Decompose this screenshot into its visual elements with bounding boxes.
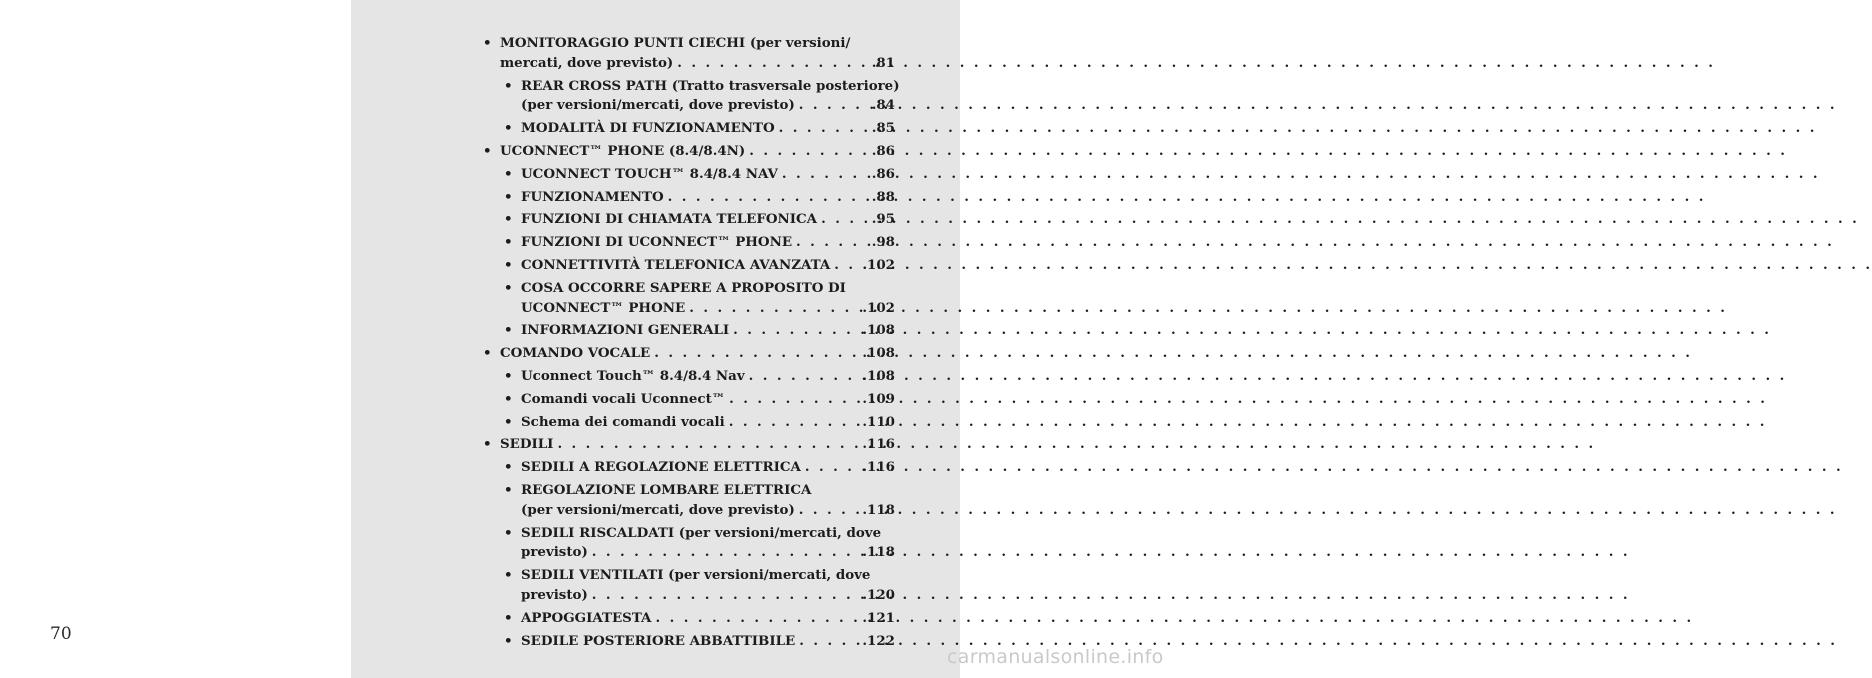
- toc-entry-line: [521, 256, 895, 276]
- toc-entry-line: [521, 299, 895, 319]
- bullet-icon: •: [483, 436, 492, 453]
- toc-page-ref: .86: [871, 165, 895, 182]
- dot-leader: [664, 188, 870, 208]
- table-of-contents: [481, 34, 900, 654]
- bullet-icon: •: [504, 524, 513, 541]
- dot-leader: [830, 256, 860, 276]
- bullet-icon: •: [504, 390, 513, 407]
- dot-leader: [745, 142, 869, 162]
- toc-entry-line: [521, 96, 895, 116]
- dot-leader: [685, 299, 860, 319]
- bullet-icon: •: [504, 165, 513, 182]
- dot-leader: [792, 233, 870, 253]
- dot-leader: [725, 413, 861, 433]
- toc-entry-title: UCONNECT TOUCH™ 8.4/8.4 NAV: [521, 165, 778, 182]
- toc-entry[interactable]: [481, 279, 895, 319]
- toc-entry-line: [521, 390, 895, 410]
- dot-leader: [795, 632, 860, 652]
- toc-entry-line: [521, 586, 895, 606]
- bullet-icon: •: [504, 211, 513, 228]
- toc-entry[interactable]: [481, 344, 895, 364]
- toc-entry-line: [521, 210, 895, 230]
- toc-entry-title: SEDILE POSTERIORE ABBATTIBILE: [521, 632, 796, 649]
- dot-leader: [553, 435, 860, 455]
- toc-entry-title: COMANDO VOCALE: [500, 345, 651, 362]
- toc-page-ref: .122: [862, 632, 895, 649]
- toc-entry[interactable]: [481, 77, 900, 117]
- dot-leader: [729, 321, 860, 341]
- toc-entry-title: Schema dei comandi vocali: [521, 413, 725, 430]
- toc-page-ref: .85: [871, 120, 895, 137]
- toc-page-ref: .116: [862, 436, 895, 453]
- toc-entry[interactable]: [481, 119, 895, 139]
- bullet-icon: •: [483, 35, 492, 51]
- toc-entry[interactable]: [481, 435, 895, 455]
- right-page: [351, 0, 1164, 678]
- toc-entry-title: previsto): [521, 586, 588, 603]
- toc-entry-title: (per versioni/mercati, dove previsto): [521, 501, 795, 518]
- toc-entry[interactable]: [481, 481, 895, 521]
- toc-entry[interactable]: [481, 142, 895, 162]
- dot-leader: [588, 586, 861, 606]
- bullet-icon: •: [504, 120, 513, 137]
- toc-page-ref: .108: [862, 367, 895, 384]
- toc-entry-title: FUNZIONAMENTO: [521, 188, 664, 205]
- toc-entry[interactable]: [481, 367, 895, 387]
- bullet-icon: •: [504, 632, 513, 649]
- bullet-icon: •: [504, 256, 513, 273]
- toc-page-ref: .108: [862, 322, 895, 339]
- dot-leader: [795, 96, 870, 116]
- toc-page-ref: .84: [871, 97, 895, 114]
- toc-entry-title: COSA OCCORRE SAPERE A PROPOSITO DI: [521, 279, 846, 296]
- toc-page-ref: .108: [862, 345, 895, 362]
- toc-page-ref: .81: [871, 54, 895, 71]
- toc-entry-title: Comandi vocali Uconnect™: [521, 390, 726, 407]
- dot-leader: [725, 390, 860, 410]
- bullet-icon: •: [504, 77, 513, 94]
- toc-entry-line: [521, 458, 895, 478]
- toc-entry-line: [500, 435, 895, 455]
- toc-entry-line: [521, 165, 895, 185]
- dot-leader: [775, 119, 870, 139]
- toc-entry-line: [521, 233, 895, 253]
- toc-entry[interactable]: [481, 188, 895, 208]
- toc-entry-line: [521, 367, 895, 387]
- toc-page-ref: .121: [862, 609, 895, 626]
- watermark: carmanualsonline.info: [947, 646, 1164, 668]
- toc-page-ref: .118: [862, 501, 895, 518]
- toc-entry-line: [521, 501, 895, 521]
- toc-entry[interactable]: [481, 458, 895, 478]
- toc-entry-title: FUNZIONI DI UCONNECT™ PHONE: [521, 234, 793, 251]
- toc-page-ref: .98: [871, 234, 895, 251]
- toc-entry-line: [521, 119, 895, 139]
- toc-entry-line: [521, 481, 895, 501]
- dot-leader: [795, 501, 861, 521]
- toc-entry[interactable]: [481, 390, 895, 410]
- toc-entry-title: SEDILI A REGOLAZIONE ELETTRICA: [521, 459, 801, 476]
- toc-entry-line: [521, 632, 895, 652]
- toc-entry-title: UCONNECT™ PHONE (8.4/8.4N): [500, 142, 746, 159]
- toc-entry[interactable]: [481, 210, 895, 230]
- toc-entry-line: [521, 543, 895, 563]
- dot-leader: [588, 543, 861, 563]
- dot-leader: [745, 367, 861, 387]
- toc-entry[interactable]: [481, 233, 895, 253]
- toc-entry-title: UCONNECT™ PHONE: [521, 299, 686, 316]
- bullet-icon: •: [504, 609, 513, 626]
- toc-entry-line: [500, 54, 895, 74]
- toc-entry-title: INFORMAZIONI GENERALI: [521, 322, 730, 339]
- toc-page-ref: .110: [862, 413, 895, 430]
- bullet-icon: •: [504, 481, 513, 498]
- toc-entry[interactable]: [481, 34, 895, 74]
- bullet-icon: •: [504, 367, 513, 384]
- toc-entry[interactable]: [481, 566, 895, 606]
- toc-entry-title: previsto): [521, 544, 588, 561]
- dot-leader: [673, 54, 869, 74]
- dot-leader: [651, 609, 860, 629]
- toc-entry-title: SEDILI VENTILATI (per versioni/mercati, dove: [521, 567, 871, 584]
- bullet-icon: •: [483, 142, 492, 159]
- toc-entry-line: [521, 566, 895, 586]
- toc-entry-title: MODALITÀ DI FUNZIONAMENTO: [521, 120, 775, 137]
- toc-page-ref: .102: [862, 256, 895, 273]
- page-number: 70: [50, 624, 72, 644]
- toc-entry[interactable]: [481, 165, 895, 185]
- toc-entry[interactable]: [481, 256, 895, 276]
- toc-page-ref: .120: [862, 586, 895, 603]
- bullet-icon: •: [504, 188, 513, 205]
- bullet-icon: •: [504, 279, 513, 296]
- bullet-icon: •: [504, 567, 513, 584]
- toc-page-ref: .116: [862, 459, 895, 476]
- toc-page-ref: .102: [862, 299, 895, 316]
- toc-page-ref: .118: [862, 544, 895, 561]
- dot-leader: [650, 344, 860, 364]
- dot-leader: [817, 210, 870, 230]
- toc-page-ref: .88: [871, 188, 895, 205]
- toc-entry-line: [521, 279, 895, 299]
- toc-entry[interactable]: [481, 609, 895, 629]
- toc-entry-title: REAR CROSS PATH (Tratto trasversale posteriore): [521, 77, 900, 94]
- toc-entry[interactable]: [481, 321, 895, 341]
- toc-entry-title: FUNZIONI DI CHIAMATA TELEFONICA: [521, 211, 818, 228]
- dot-leader: [801, 458, 860, 478]
- toc-page-ref: .86: [871, 142, 895, 159]
- toc-entry-line: [521, 524, 895, 544]
- bullet-icon: •: [504, 413, 513, 430]
- toc-entry-line: [521, 413, 895, 433]
- toc-entry-title: SEDILI: [500, 436, 554, 453]
- toc-entry-title: CONNETTIVITÀ TELEFONICA AVANZATA: [521, 256, 831, 273]
- left-page: [0, 0, 351, 678]
- toc-entry-line: [500, 344, 895, 364]
- toc-entry-title: REGOLAZIONE LOMBARE ELETTRICA: [521, 481, 812, 498]
- bullet-icon: •: [504, 322, 513, 339]
- bullet-icon: •: [483, 345, 492, 362]
- toc-entry-title: SEDILI RISCALDATI (per versioni/mercati, dove: [521, 524, 882, 541]
- toc-entry-line: [500, 142, 895, 162]
- bullet-icon: •: [504, 234, 513, 251]
- dot-leader: [778, 165, 870, 185]
- bullet-icon: •: [504, 459, 513, 476]
- toc-entry-title: MONITORAGGIO PUNTI CIECHI (per versioni/: [500, 35, 851, 51]
- toc-entry[interactable]: [481, 632, 895, 652]
- toc-entry[interactable]: [481, 524, 895, 564]
- toc-entry-line: [521, 609, 895, 629]
- toc-entry-title: APPOGGIATESTA: [521, 609, 652, 626]
- toc-entry-line: [521, 77, 900, 97]
- toc-entry[interactable]: [481, 413, 895, 433]
- toc-entry-line: [521, 188, 895, 208]
- toc-page-ref: .109: [862, 390, 895, 407]
- toc-entry-line: [500, 34, 895, 54]
- toc-page-ref: .95: [871, 211, 895, 228]
- toc-entry-line: [521, 321, 895, 341]
- toc-entry-title: mercati, dove previsto): [500, 54, 674, 71]
- toc-entry-title: Uconnect Touch™ 8.4/8.4 Nav: [521, 367, 745, 384]
- toc-entry-title: (per versioni/mercati, dove previsto): [521, 97, 795, 114]
